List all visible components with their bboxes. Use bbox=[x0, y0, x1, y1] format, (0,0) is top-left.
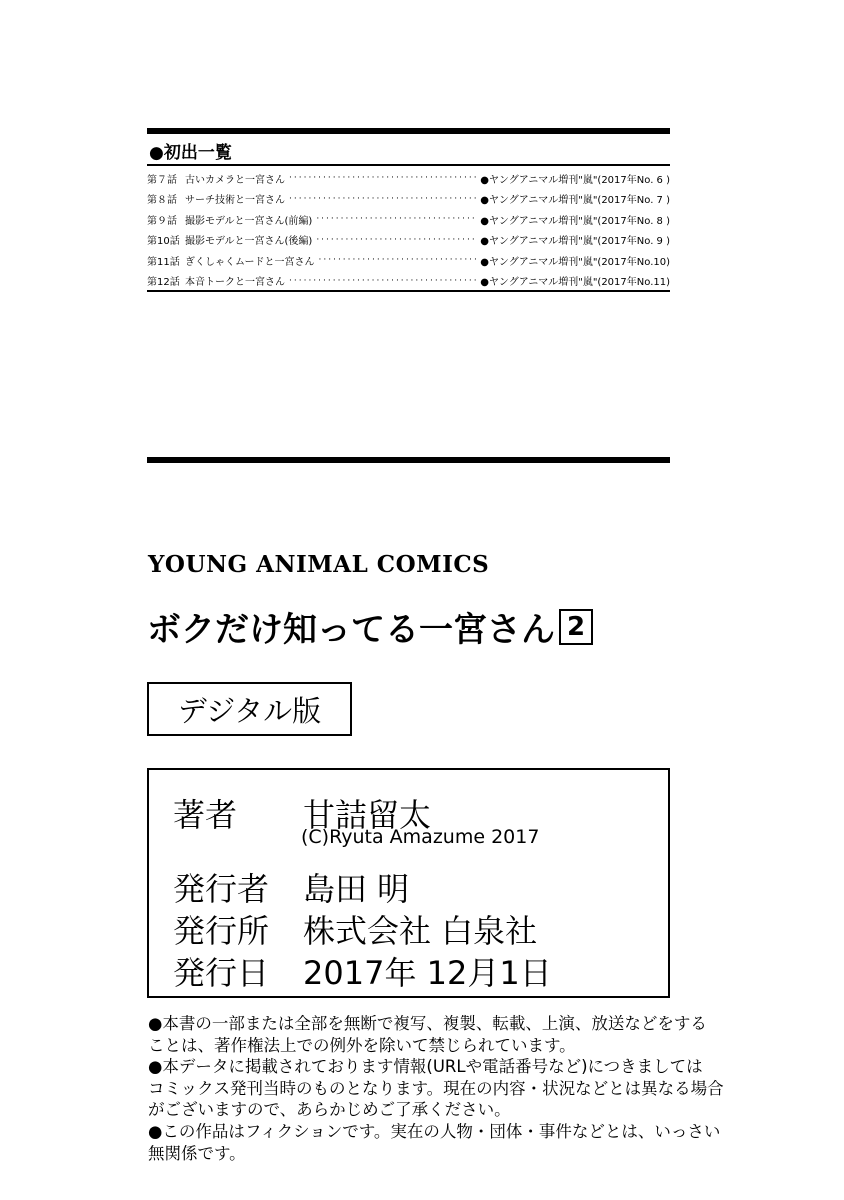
list-item bbox=[147, 189, 670, 210]
episode-number: 第８話 bbox=[147, 195, 177, 207]
colophon-box bbox=[147, 768, 670, 998]
first-appearance-list bbox=[147, 168, 670, 291]
episode-title: サーチ技術と一宮さん bbox=[185, 195, 285, 207]
first-appearance-heading: ●初出一覧 bbox=[149, 143, 232, 163]
publication: ●ヤングアニマル増刊"嵐"(2017年No. 8 ) bbox=[480, 215, 670, 227]
note-line: 無関係です。 bbox=[148, 1143, 246, 1163]
publication: ●ヤングアニマル増刊"嵐"(2017年No.11) bbox=[480, 277, 670, 289]
leader-dots bbox=[316, 235, 476, 245]
author-label: 著者 bbox=[173, 796, 238, 834]
leader-dots bbox=[289, 276, 476, 286]
episode-number: 第７話 bbox=[147, 174, 177, 186]
publish-date: 2017年 12月1日 bbox=[303, 954, 552, 992]
note-line: ●本書の一部または全部を無断で複写、複製、転載、上演、放送などをする bbox=[148, 1014, 707, 1033]
legal-notes bbox=[148, 1013, 724, 1164]
publication: ●ヤングアニマル増刊"嵐"(2017年No. 7 ) bbox=[480, 195, 670, 207]
publish-date-label: 発行日 bbox=[173, 954, 270, 992]
publisher-person-name: 島田 明 bbox=[303, 870, 410, 908]
list-item bbox=[147, 271, 670, 292]
publisher-label: 発行所 bbox=[173, 912, 270, 950]
author-name: 甘詰留太 bbox=[303, 796, 432, 834]
episode-title: 撮影モデルと一宮さん(前編) bbox=[185, 215, 313, 227]
episode-number: 第11話 bbox=[147, 256, 180, 268]
episode-title: 撮影モデルと一宮さん(後編) bbox=[185, 236, 313, 248]
episode-title: ぎくしゃくムードと一宮さん bbox=[185, 256, 315, 268]
note-line: ●本データに掲載されております情報(URLや電話番号など)につきましては bbox=[148, 1057, 703, 1077]
edition-label: デジタル版 bbox=[147, 682, 352, 736]
episode-title: 本音トークと一宮さん bbox=[185, 277, 285, 289]
heading-underline bbox=[147, 164, 670, 166]
series-name: YOUNG ANIMAL COMICS bbox=[148, 551, 490, 578]
publication: ●ヤングアニマル増刊"嵐"(2017年No. 9 ) bbox=[480, 236, 670, 248]
publication: ●ヤングアニマル増刊"嵐"(2017年No. 6 ) bbox=[480, 174, 670, 186]
publisher-person-label: 発行者 bbox=[173, 870, 270, 908]
book-title bbox=[147, 602, 593, 651]
episode-number: 第９話 bbox=[147, 215, 177, 227]
episode-number: 第10話 bbox=[147, 236, 180, 248]
note-line: ●この作品はフィクションです。実在の人物・団体・事件などとは、いっさい bbox=[148, 1121, 721, 1141]
publisher-name: 株式会社 白泉社 bbox=[303, 912, 538, 950]
list-item bbox=[147, 168, 670, 189]
note-line: コミックス発刊当時のものとなります。現在の内容・状況などとは異なる場合 bbox=[148, 1078, 724, 1098]
note-line: がございますので、あらかじめご了承ください。 bbox=[148, 1100, 511, 1120]
top-rule bbox=[147, 128, 670, 134]
note-line: ことは、著作権法上での例外を除いて禁じられています。 bbox=[148, 1035, 576, 1055]
list-bottom-rule bbox=[147, 290, 670, 292]
book-title-text: ボクだけ知ってる一宮さん bbox=[147, 610, 555, 650]
list-item bbox=[147, 209, 670, 230]
leader-dots bbox=[289, 194, 476, 204]
volume-number: 2 bbox=[559, 609, 593, 645]
episode-title: 古いカメラと一宮さん bbox=[185, 174, 285, 186]
list-item bbox=[147, 250, 670, 271]
list-item bbox=[147, 230, 670, 251]
leader-dots bbox=[319, 255, 477, 265]
leader-dots bbox=[316, 214, 476, 224]
episode-number: 第12話 bbox=[147, 277, 180, 289]
section-divider bbox=[147, 457, 670, 463]
publication: ●ヤングアニマル増刊"嵐"(2017年No.10) bbox=[480, 256, 670, 268]
leader-dots bbox=[289, 173, 476, 183]
copyright-notice: (C)Ryuta Amazume 2017 bbox=[301, 826, 540, 848]
